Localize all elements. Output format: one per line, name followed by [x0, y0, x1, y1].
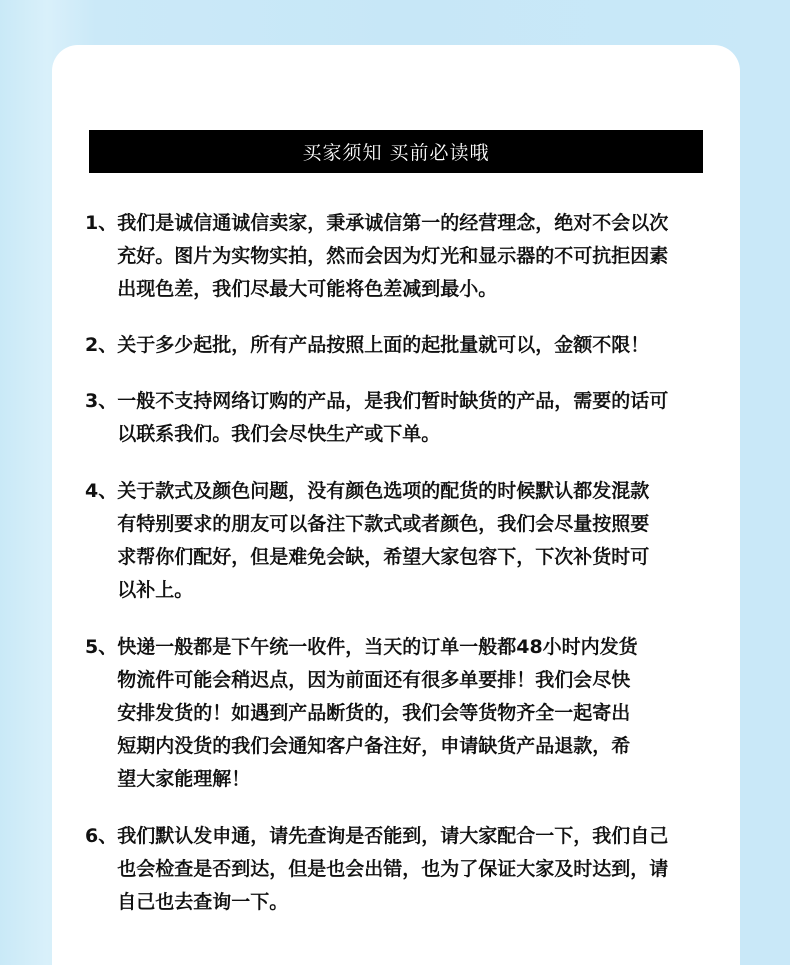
- notice-line: 物流件可能会稍迟点，因为前面还有很多单要排！我们会尽快: [117, 669, 631, 691]
- notice-title: 买家须知 买前必读哦: [302, 142, 490, 164]
- notice-line: 充好。图片为实物实拍，然而会因为灯光和显示器的不可抗拒因素: [117, 245, 669, 267]
- notice-number: 3、: [85, 390, 118, 412]
- notice-line: 也会检查是否到达，但是也会出错，也为了保证大家及时达到，请: [117, 858, 669, 880]
- notice-list: [85, 207, 715, 919]
- notice-title-bar: [89, 130, 703, 173]
- notice-card: [52, 45, 740, 965]
- notice-item-5: [85, 631, 715, 796]
- notice-line: 有特别要求的朋友可以备注下款式或者颜色，我们会尽量按照要: [117, 513, 650, 535]
- notice-text: [117, 385, 715, 451]
- notice-item-2: [85, 329, 715, 362]
- notice-line: 自己也去查询一下。: [117, 891, 289, 913]
- notice-line: 我们默认发申通，请先查询是否能到，请大家配合一下，我们自己: [117, 825, 669, 847]
- notice-line: 一般不支持网络订购的产品，是我们暂时缺货的产品，需要的话可: [117, 390, 669, 412]
- notice-number: 4、: [85, 480, 118, 502]
- notice-number: 1、: [85, 212, 118, 234]
- notice-item-4: [85, 475, 715, 607]
- notice-line: 我们是诚信通诚信卖家，秉承诚信第一的经营理念，绝对不会以次: [117, 212, 669, 234]
- notice-number: 2、: [85, 334, 118, 356]
- notice-line: 出现色差，我们尽最大可能将色差减到最小。: [117, 278, 498, 300]
- notice-text: [117, 631, 715, 796]
- notice-text: [117, 207, 715, 306]
- notice-text: [117, 820, 715, 919]
- notice-number: 6、: [85, 825, 118, 847]
- notice-line: 快递一般都是下午统一收件，当天的订单一般都48小时内发货: [117, 636, 638, 658]
- notice-text: [117, 329, 715, 362]
- notice-line: 关于多少起批，所有产品按照上面的起批量就可以，金额不限！: [117, 334, 650, 356]
- notice-line: 短期内没货的我们会通知客户备注好，申请缺货产品退款，希: [117, 735, 631, 757]
- notice-item-1: [85, 207, 715, 306]
- notice-line: 求帮你们配好，但是难免会缺，希望大家包容下，下次补货时可: [117, 546, 650, 568]
- notice-line: 以补上。: [117, 579, 194, 601]
- notice-text: [117, 475, 715, 607]
- notice-line: 安排发货的！如遇到产品断货的，我们会等货物齐全一起寄出: [117, 702, 631, 724]
- notice-item-3: [85, 385, 715, 451]
- notice-line: 关于款式及颜色问题，没有颜色选项的配货的时候默认都发混款: [117, 480, 650, 502]
- notice-line: 望大家能理解！: [117, 768, 251, 790]
- notice-line: 以联系我们。我们会尽快生产或下单。: [117, 423, 441, 445]
- notice-number: 5、: [85, 636, 118, 658]
- notice-item-6: [85, 820, 715, 919]
